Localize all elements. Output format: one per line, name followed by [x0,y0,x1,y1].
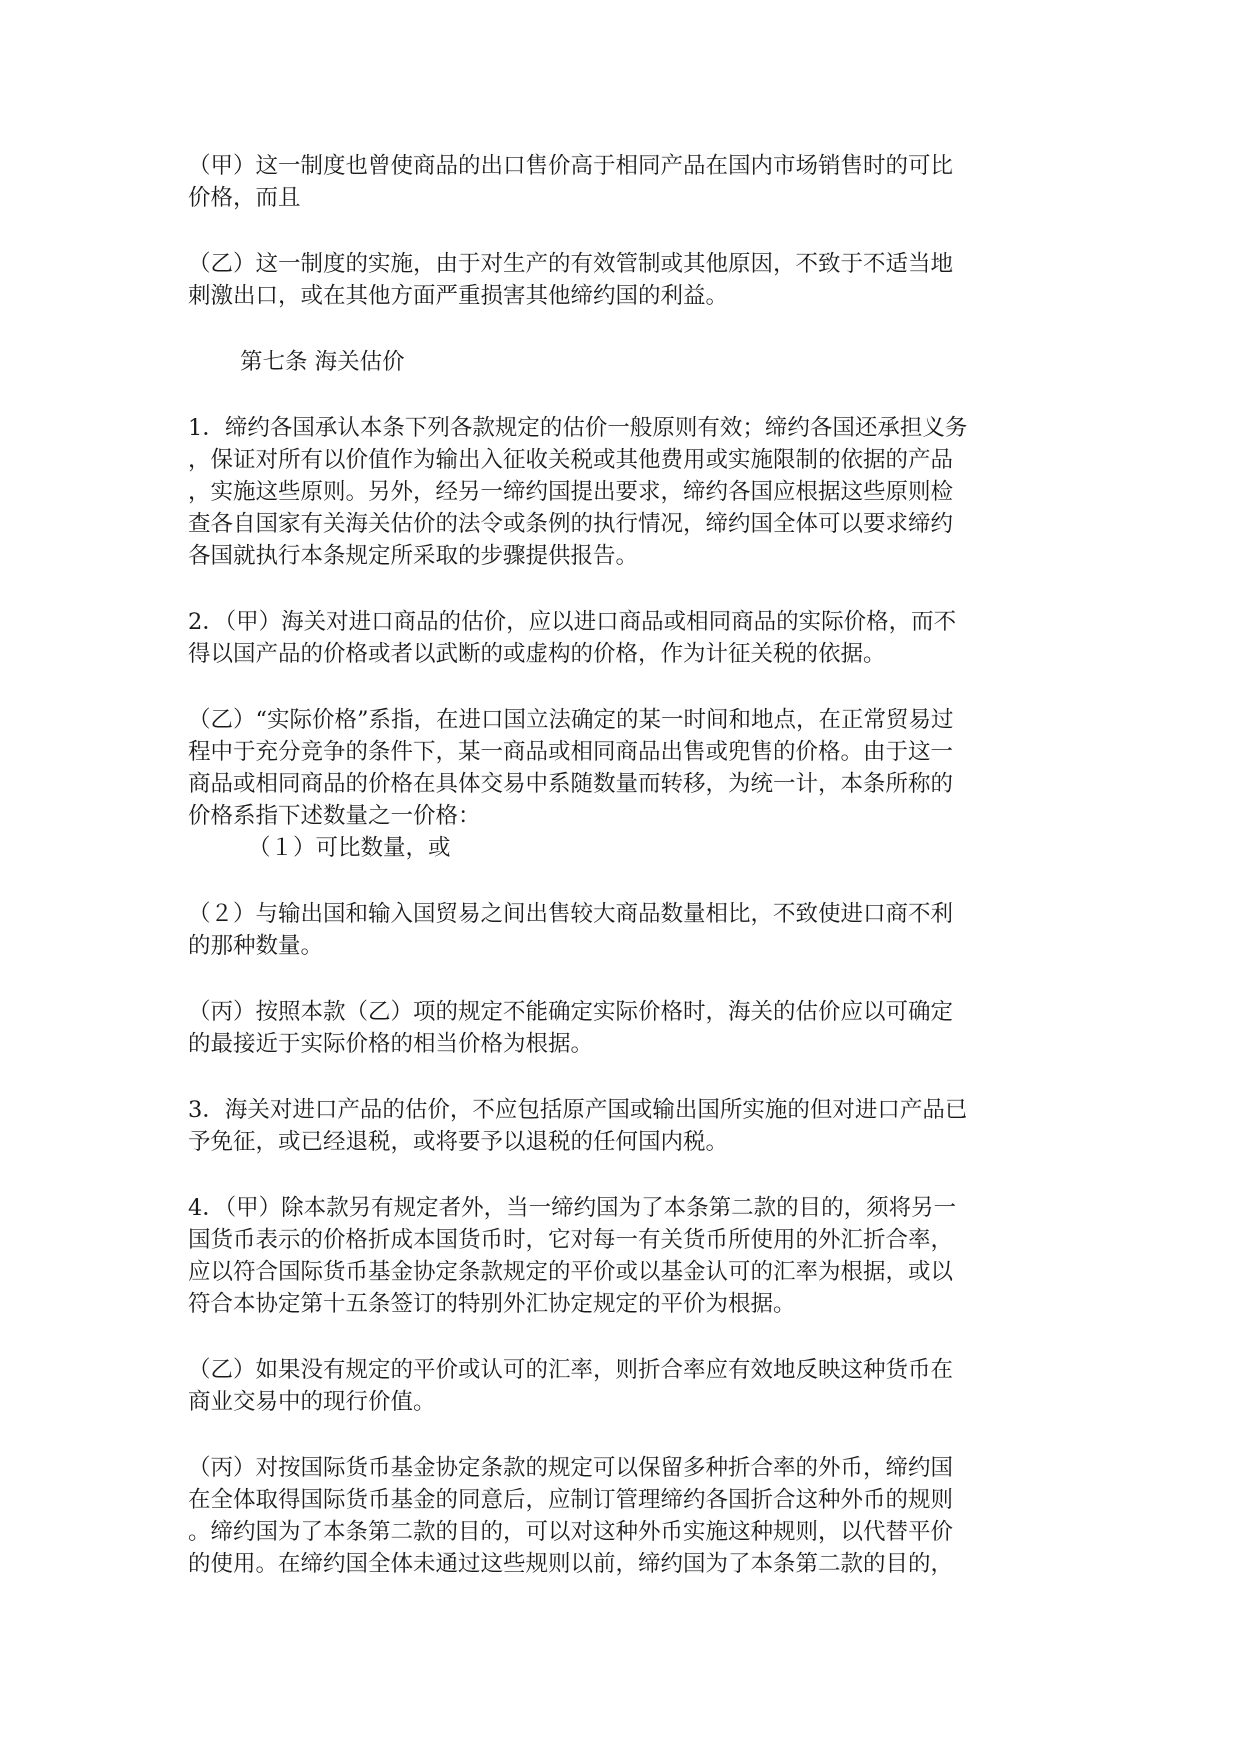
text-line: （甲）这一制度也曾使商品的出口售价高于相同产品在国内市场销售时的可比 [188,153,954,179]
document-page [188,150,1048,1580]
text-line: （丙）对按国际货币基金协定条款的规定可以保留多种折合率的外币，缔约国 [188,1455,954,1481]
paragraph-clause-2c [188,996,1048,1060]
text-line: （乙）“实际价格”系指，在进口国立法确定的某一时间和地点，在正常贸易过 [188,707,954,733]
text-line: （乙）如果没有规定的平价或认可的汇率，则折合率应有效地反映这种货币在 [188,1357,954,1383]
paragraph-clause-3 [188,1094,1048,1158]
text-line: ，实施这些原则。另外，经另一缔约国提出要求，缔约各国应根据这些原则检 [188,479,954,505]
text-line: 价格，而且 [188,185,301,211]
paragraph-item-2 [188,898,1048,962]
text-line: 各国就执行本条规定所采取的步骤提供报告。 [188,543,639,569]
text-line: 予免征，或已经退税，或将要予以退税的任何国内税。 [188,1129,729,1155]
paragraph-clause-2b [188,704,1048,832]
list-item-1: （１）可比数量，或 [248,835,451,861]
text-line: 4．（甲）除本款另有规定者外，当一缔约国为了本条第二款的目的，须将另一 [188,1195,957,1221]
text-line: 2．（甲）海关对进口商品的估价，应以进口商品或相同商品的实际价格，而不 [188,609,957,635]
text-line: 价格系指下述数量之一价格： [188,803,481,829]
paragraph-jia-system [188,150,1048,214]
text-line: 商业交易中的现行价值。 [188,1389,436,1415]
paragraph-clause-4c [188,1452,1048,1580]
text-line: （丙）按照本款（乙）项的规定不能确定实际价格时，海关的估价应以可确定 [188,999,954,1025]
text-line: 的那种数量。 [188,933,324,959]
paragraph-yi-system [188,248,1048,312]
text-line: 在全体取得国际货币基金的同意后，应制订管理缔约各国折合这种外币的规则 [188,1487,954,1513]
text-line: 符合本协定第十五条签订的特别外汇协定规定的平价为根据。 [188,1291,796,1317]
text-line: 刺激出口，或在其他方面严重损害其他缔约国的利益。 [188,283,729,309]
paragraph-clause-4a [188,1192,1048,1320]
text-line: 查各自国家有关海关估价的法令或条例的执行情况，缔约国全体可以要求缔约 [188,511,954,537]
text-line: 。缔约国为了本条第二款的目的，可以对这种外币实施这种规则，以代替平价 [188,1519,954,1545]
article-heading: 第七条 海关估价 [240,349,405,375]
text-line: 的使用。在缔约国全体未通过这些规则以前，缔约国为了本条第二款的目的， [188,1551,954,1577]
paragraph-clause-1 [188,412,1048,572]
text-line: 得以国产品的价格或者以武断的或虚构的价格，作为计征关税的依据。 [188,641,886,667]
text-line: （２）与输出国和输入国贸易之间出售较大商品数量相比，不致使进口商不利 [188,901,954,927]
text-line: 3．海关对进口产品的估价，不应包括原产国或输出国所实施的但对进口产品已 [188,1097,968,1123]
paragraph-clause-2a [188,606,1048,670]
text-line: ，保证对所有以价值作为输出入征收关税或其他费用或实施限制的依据的产品 [188,447,954,473]
text-line: 应以符合国际货币基金协定条款规定的平价或以基金认可的汇率为根据，或以 [188,1259,954,1285]
text-line: （乙）这一制度的实施，由于对生产的有效管制或其他原因，不致于不适当地 [188,251,954,277]
paragraph-clause-4b [188,1354,1048,1418]
text-line: 程中于充分竞争的条件下，某一商品或相同商品出售或兜售的价格。由于这一 [188,739,954,765]
text-line: 1．缔约各国承认本条下列各款规定的估价一般原则有效；缔约各国还承担义务 [188,415,968,441]
text-line: 国货币表示的价格折成本国货币时，它对每一有关货币所使用的外汇折合率， [188,1227,954,1253]
text-line: 的最接近于实际价格的相当价格为根据。 [188,1031,594,1057]
text-line: 商品或相同商品的价格在具体交易中系随数量而转移，为统一计，本条所称的 [188,771,954,797]
